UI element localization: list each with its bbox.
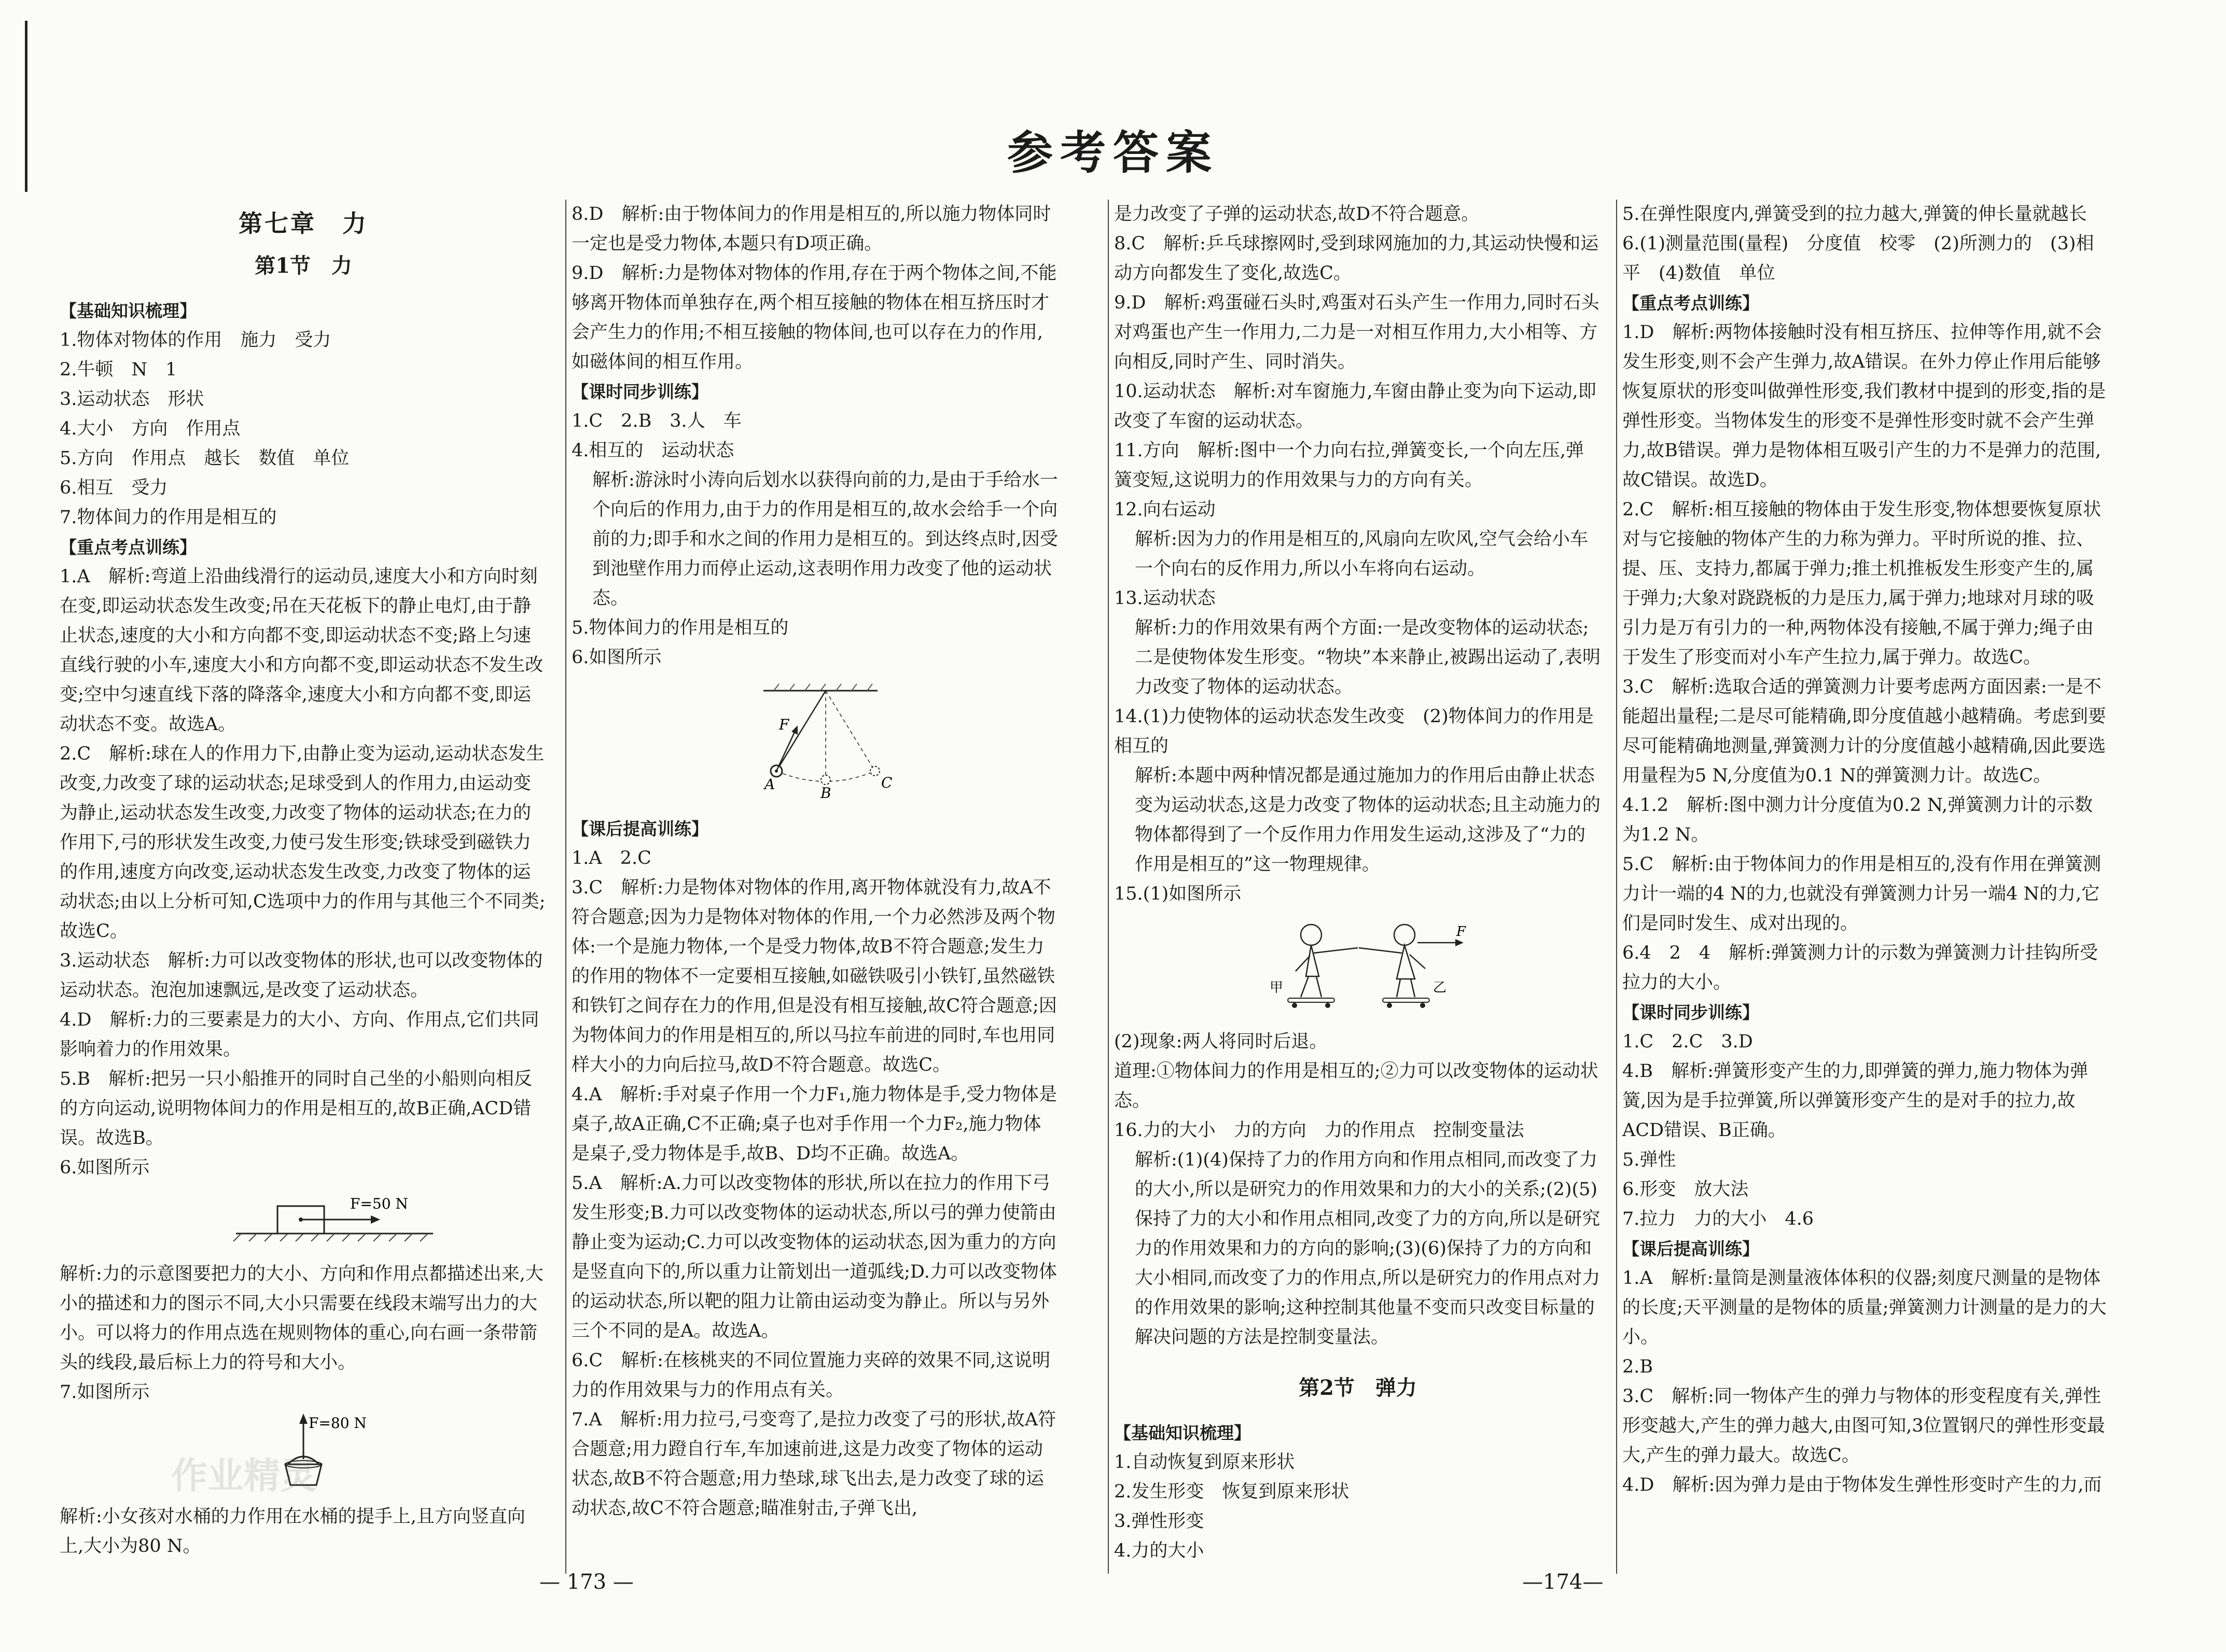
answer-item: 是力改变了子弹的运动状态,故D不符合题意。: [1114, 204, 1480, 225]
page-number-left: — 173 —: [539, 1570, 634, 1594]
section-header: 【重点考点训练】: [60, 537, 197, 557]
answer-item: 道理:①物体间力的作用是相互的;②力可以改变物体的运动状态。: [1114, 1061, 1598, 1111]
answer-item: 16.力的大小 力的方向 力的作用点 控制变量法: [1114, 1120, 1524, 1141]
answer-item: 14.(1)力使物体的运动状态发生改变 (2)物体间力的作用是相互的: [1114, 706, 1594, 757]
page-number-right: —174—: [1522, 1570, 1604, 1594]
answer-item: 1.A 解析:量筒是测量液体体积的仪器;刻度尺测量的是物体的长度;天平测量的是物体的质量;弹簧测力计测量的是力的大小。: [1622, 1268, 2107, 1348]
answer-item: 7.拉力 力的大小 4.6: [1622, 1209, 1814, 1229]
answer-item: 4.力的大小: [1114, 1541, 1204, 1561]
answer-item: 4.A 解析:手对桌子作用一个力F₁,施力物体是手,受力物体是桌子,故A正确,C不正确;桌子也对手作用一个力F₂,施力物体是桌子,受力物体是手,故B、D均不正确。故选A。: [572, 1084, 1058, 1164]
answer-item: 4.D 解析:因为弹力是由于物体发生弹性形变时产生的力,而: [1622, 1475, 2102, 1495]
answer-item: 15.(1)如图所示: [1114, 884, 1242, 904]
answer-explanation: 解析:力的示意图要把力的大小、方向和作用点都描述出来,大小的描述和力的图示不同,大小只需要在线段末端写出力的大小。可以将力的作用点选在规则物体的重心,向右画一条带箭头的线段,最后标上力的符号和大小。: [60, 1264, 544, 1373]
answer-item: 4.D 解析:力的三要素是力的大小、方向、作用点,它们共同影响着力的作用效果。: [60, 1010, 539, 1060]
answer-item: 6.C 解析:在核桃夹的不同位置施力夹碎的效果不同,这说明力的作用效果与力的作用点有关。: [572, 1350, 1051, 1401]
answer-item: 7.如图所示: [60, 1382, 150, 1403]
answer-item: 5.物体间力的作用是相互的: [572, 618, 789, 638]
answer-item: 1.自动恢复到原来形状: [1114, 1452, 1295, 1473]
section-header: 【基础知识梳理】: [1114, 1423, 1251, 1443]
answer-item: 3.C 解析:力是物体对物体的作用,离开物体就没有力,故A不符合题意;因为力是物体对物体的作用,一个力必然涉及两个物体:一个是施力物体,一个是受力物体,故B不符合题意;发生力的作用的物体不一定要相互接触,如磁铁吸引小铁钉,虽然磁铁和铁钉之间存在力的作用,但是没有相互接触,故C符合题意;因为物体间力的作用是相互的,所以马拉车前进的同时,车也用同样大小的力向后拉马,故D不符合题意。故选C。: [572, 877, 1057, 1075]
answer-item: (2)现象:两人将同时后退。: [1114, 1031, 1328, 1052]
answer-item: 3.弹性形变: [1114, 1511, 1204, 1532]
label-jia: 甲: [1270, 980, 1284, 996]
answer-explanation: 解析:因为力的作用是相互的,风扇向左吹风,空气会给小车一个向右的反作用力,所以小车将向右运动。: [1135, 529, 1589, 579]
answer-item: 5.在弹性限度内,弹簧受到的拉力越大,弹簧的伸长量就越长: [1622, 204, 2087, 225]
skaters-diagram: [1114, 914, 1602, 1013]
answer-item: 5.A 解析:A.力可以改变物体的形状,所以在拉力的作用下弓发生形变;B.力可以改变物体的运动状态,所以弓的弹力使箭由静止变为运动;C.力可以改变物体的运动状态,因为重力的方向是竖直向下的,所以重力让箭划出一道弧线;D.力可以改变物体的运动状态,所以靶的阻力让箭由运动变为静止。所以与另外三个不同的是A。故选A。: [572, 1173, 1057, 1341]
answer-item: 5.C 解析:由于物体间力的作用是相互的,没有作用在弹簧测力计一端的4 N的力,也就没有弹簧测力计另一端4 N的力,它们是同时发生、成对出现的。: [1622, 854, 2102, 934]
label-yi: 乙: [1433, 980, 1447, 996]
answer-item: 4.相互的 运动状态: [572, 440, 734, 461]
label-c: C: [881, 774, 893, 791]
section-title: 第2节 弹力: [1299, 1376, 1417, 1400]
answer-item: 2.B: [1622, 1356, 1653, 1377]
answer-item: 1.A 2.C: [572, 848, 651, 869]
watermark-text: 作业精灵: [171, 1454, 316, 1497]
answer-item: 7.物体间力的作用是相互的: [60, 507, 277, 528]
column-divider: [1108, 200, 1109, 1574]
answer-item: 2.C 解析:球在人的作用力下,由静止变为运动,运动状态发生改变,力改变了球的运动状态;足球受到人的作用力,由运动变为静止,运动状态发生改变,力改变了物体的运动状态;在力的作用下,弓的形状发生改变,力使弓发生形变;铁球受到磁铁力的作用,速度方向改变,运动状态发生改变,力改变了物体的运动状态;由以上分析可知,C选项中力的作用与其他三个不同类;故选C。: [60, 744, 546, 942]
answer-explanation: 解析:力的作用效果有两个方面:一是改变物体的运动状态;二是使物体发生形变。“物块”本来静止,被踢出运动了,表明力改变了物体的运动状态。: [1135, 618, 1601, 697]
answer-item: 3.C 解析:同一物体产生的弹力与物体的形变程度有关,弹性形变越大,产生的弹力越大,由图可知,3位置钢尺的弹性形变最大,产生的弹力最大。故选C。: [1622, 1386, 2105, 1466]
answer-item: 2.C 解析:相互接触的物体由于发生形变,物体想要恢复原状对与它接触的物体产生的力称为弹力。平时所说的推、拉、提、压、支持力,都属于弹力;推土机推板发生形变产生的,属于弹力;大象对跷跷板的力是压力,属于弹力;地球对月球的吸引力是万有引力的一种,两物体没有接触,不属于弹力;绳子由于发生了形变而对小车产生拉力,属于弹力。故选C。: [1622, 499, 2102, 668]
answer-explanation: 解析:小女孩对水桶的力作用在水桶的提手上,且方向竖直向上,大小为80 N。: [60, 1506, 525, 1557]
answer-item: 2.发生形变 恢复到原来形状: [1114, 1481, 1349, 1502]
answer-item: 1.物体对物体的作用 施力 受力: [60, 330, 331, 351]
label-b: B: [820, 785, 831, 800]
label-a: A: [764, 776, 775, 793]
pendulum-diagram: [572, 678, 1059, 800]
answer-item: 8.C 解析:乒乓球擦网时,受到球网施加的力,其运动快慢和运动方向都发生了变化,故选C。: [1114, 233, 1599, 284]
section-header: 【课时同步训练】: [572, 382, 708, 402]
section-header: 【基础知识梳理】: [60, 301, 197, 321]
section-header: 【课后提高训练】: [1622, 1239, 1759, 1259]
column-4: [1622, 200, 2110, 1500]
answer-item: 6.如图所示: [60, 1157, 150, 1178]
section-header: 【重点考点训练】: [1622, 293, 1759, 313]
column-1: [60, 200, 547, 1561]
answer-item: 5.B 解析:把另一只小船推开的同时自己坐的小船则向相反的方向运动,说明物体间力的作用是相互的,故B正确,ACD错误。故选B。: [60, 1069, 532, 1149]
answer-item: 6.如图所示: [572, 647, 662, 668]
answer-item: 1.D 解析:两物体接触时没有相互挤压、拉伸等作用,就不会发生形变,则不会产生弹力,故A错误。在外力停止作用后能够恢复原状的形变叫做弹性形变,我们教材中提到的形变,指的是弹性形变。当物体发生的形变不是弹性形变时就不会产生弹力,故B错误。弹力是物体相互吸引产生的力不是弹力的范围,故C错误。故选D。: [1622, 322, 2106, 491]
answer-item: 6.相互 受力: [60, 478, 168, 498]
answer-item: 7.A 解析:用力拉弓,弓变弯了,是拉力改变了弓的形状,故A符合题意;用力蹬自行车,车加速前进,这是力改变了物体的运动状态,故B不符合题意;用力垫球,球飞出去,是力改变了球的运动状态,故C不符合题意;瞄准射击,子弹飞出,: [572, 1409, 1056, 1519]
force-label: F=80 N: [309, 1415, 367, 1432]
answer-item: 2.牛顿 N 1: [60, 359, 177, 380]
answer-item: 8.D 解析:由于物体间力的作用是相互的,所以施力物体同时一定也是受力物体,本题只有D项正确。: [572, 204, 1051, 254]
answer-item: 9.D 解析:力是物体对物体的作用,存在于两个物体之间,不能够离开物体而单独存在,两个相互接触的物体在相互挤压时才会产生力的作用;不相互接触的物体间,也可以存在力的作用,如磁体间的相互作用。: [572, 263, 1057, 372]
label-f: F: [779, 716, 789, 733]
answer-item: 6.(1)测量范围(量程) 分度值 校零 (2)所测力的 (3)相平 (4)数值 单位: [1622, 233, 2094, 284]
column-3: [1114, 200, 1602, 1566]
section-title: 第1节 力: [255, 254, 352, 278]
answer-explanation: 解析:本题中两种情况都是通过施加力的作用后由静止状态变为运动状态,这是力改变了物体的运动状态;且主动施力的物体都得到了一个反作用力作用发生运动,这涉及了“力的作用是相互的”这一物理规律。: [1135, 765, 1601, 875]
answer-item: 10.运动状态 解析:对车窗施力,车窗由静止变为向下运动,即改变了车窗的运动状态。: [1114, 381, 1596, 431]
answer-item: 1.C 2.C 3.D: [1622, 1031, 1753, 1052]
column-divider: [565, 200, 566, 1574]
answer-item: 5.弹性: [1622, 1150, 1676, 1170]
block-force-diagram: [60, 1188, 547, 1245]
answer-item: 4.1.2 解析:图中测力计分度值为0.2 N,弹簧测力计的示数为1.2 N。: [1622, 795, 2093, 845]
chapter-title: 第七章 力: [239, 209, 368, 237]
figure-skaters: [1114, 914, 1602, 1022]
answer-item: 6.形变 放大法: [1622, 1179, 1749, 1200]
figure-pendulum: [572, 678, 1059, 809]
answer-item: 4.大小 方向 作用点: [60, 418, 241, 439]
answer-item: 12.向右运动: [1114, 499, 1216, 520]
section-header: 【课时同步训练】: [1622, 1002, 1759, 1023]
answer-item: 13.运动状态: [1114, 588, 1216, 609]
answer-item: 6.4 2 4 解析:弹簧测力计的示数为弹簧测力计挂钩所受拉力的大小。: [1622, 943, 2098, 993]
answer-explanation: 解析:游泳时小涛向后划水以获得向前的力,是由于手给水一个向后的作用力,由于力的作用是相互的,故水会给手一个向前的力;即手和水之间的作用力是相互的。到达终点时,因受到池壁作用力而停止运动,这表明作用力改变了他的运动状态。: [592, 470, 1058, 609]
page-title: 参考答案: [1007, 126, 1219, 179]
answer-item: 9.D 解析:鸡蛋碰石头时,鸡蛋对石头产生一作用力,同时石头对鸡蛋也产生一作用力,二力是一对相互作用力,大小相等、方向相反,同时产生、同时消失。: [1114, 292, 1599, 372]
label-f: F: [1456, 924, 1466, 940]
answer-item: 5.方向 作用点 越长 数值 单位: [60, 448, 350, 469]
column-2: [572, 200, 1059, 1523]
answer-item: 4.B 解析:弹簧形变产生的力,即弹簧的弹力,施力物体为弹簧,因为是手拉弹簧,所以弹簧形变产生的是对手的拉力,故ACD错误、B正确。: [1622, 1061, 2089, 1141]
answer-explanation: 解析:(1)(4)保持了力的作用方向和作用点相同,而改变了力的大小,所以是研究力的作用效果和力的大小的关系;(2)(5)保持了力的大小和作用点相同,改变了力的方向,所以是研究力的作用效果和力的方向的影响;(3)(6)保持了力的方向和大小相同,而改变了力的作用点,所以是研究力的作用点对力的作用效果的影响;这种控制其他量不变而只改变目标量的解决问题的方法是控制变量法。: [1135, 1150, 1601, 1348]
answer-item: 3.运动状态 形状: [60, 389, 204, 410]
answer-item: 11.方向 解析:图中一个力向右拉,弹簧变长,一个向左压,弹簧变短,这说明力的作用效果与力的方向有关。: [1114, 440, 1584, 491]
answer-item: 1.C 2.B 3.人 车: [572, 411, 742, 431]
section-header: 【课后提高训练】: [572, 819, 708, 839]
answer-item: 1.A 解析:弯道上沿曲线滑行的运动员,速度大小和方向时刻在变,即运动状态发生改变;吊在天花板下的静止电灯,由于静止状态,速度的大小和方向都不变,即运动状态不变;路上匀速直线行驶的小车,速度大小和方向都不变,即运动状态不发生改变;空中匀速直线下落的降落伞,速度大小和方向都不变,即运动状态不变。故选A。: [60, 566, 544, 735]
force-label: F=50 N: [350, 1195, 408, 1212]
column-divider: [1616, 200, 1617, 1574]
figure-block-force: [60, 1188, 547, 1254]
answer-item: 3.C 解析:选取合适的弹簧测力计要考虑两方面因素:一是不能超出量程;二是尽可能精确,即分度值越小越精确。考虑到要尽可能精确地测量,弹簧测力计的分度值越小越精确,因此要选用量程为5 N,分度值为0.1 N的弹簧测力计。故选C。: [1622, 677, 2106, 786]
answer-item: 3.运动状态 解析:力可以改变物体的形状,也可以改变物体的运动状态。泡泡加速飘远,是改变了运动状态。: [60, 950, 543, 1001]
